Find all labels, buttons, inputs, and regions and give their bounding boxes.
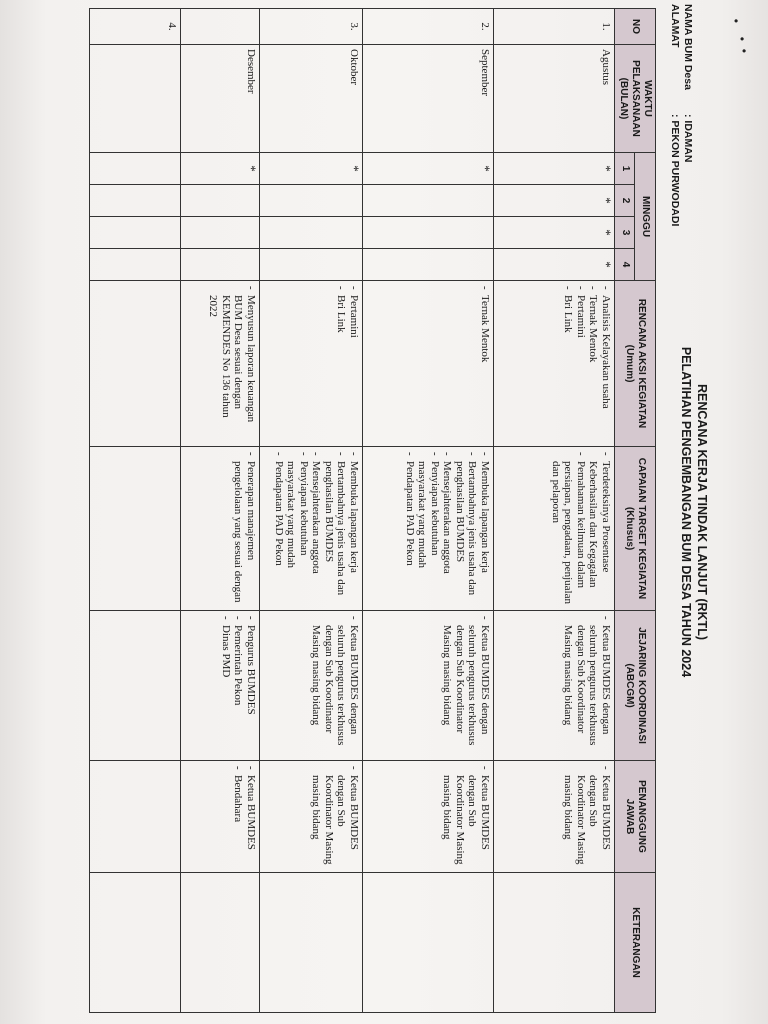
meta-value: : PEKON PURWODADI bbox=[669, 114, 681, 227]
week-mark bbox=[181, 217, 260, 249]
list-item: - Bertambahnya jenis usaha dan penghasilan BUMDES bbox=[323, 461, 348, 606]
keterangan-cell bbox=[494, 873, 615, 1013]
list-item: - Bri Link bbox=[335, 295, 348, 442]
keterangan-cell bbox=[363, 873, 494, 1013]
penanggung-cell-list bbox=[232, 765, 257, 868]
penanggung-cell bbox=[181, 761, 260, 873]
week-mark bbox=[363, 217, 494, 249]
header-no: NO bbox=[615, 9, 656, 45]
list-item: - Penyiapan kebutuhan masyarakat yang mudah bbox=[285, 461, 310, 606]
rencana-cell bbox=[181, 281, 260, 447]
document-title: RENCANA KERJA TINDAK LANJUT (RKTL) bbox=[695, 383, 709, 640]
row-month: September bbox=[363, 45, 494, 153]
capaian-cell bbox=[494, 447, 615, 611]
week-mark bbox=[181, 185, 260, 217]
week-mark bbox=[181, 249, 260, 281]
penanggung-cell bbox=[260, 761, 363, 873]
week-mark bbox=[90, 217, 181, 249]
rencana-cell bbox=[363, 281, 494, 447]
jejaring-cell bbox=[260, 611, 363, 761]
week-mark bbox=[260, 249, 363, 281]
capaian-cell bbox=[90, 447, 181, 611]
list-item: - Mensejahterakan anggota bbox=[310, 461, 323, 606]
week-mark: * bbox=[494, 217, 615, 249]
table-row bbox=[494, 9, 615, 1013]
jejaring-cell-list bbox=[441, 615, 491, 756]
rencana-cell bbox=[260, 281, 363, 447]
header-week: 3 bbox=[615, 217, 636, 249]
meta-label: NAMA BUM Desa bbox=[682, 4, 694, 90]
row-number: 3. bbox=[260, 9, 363, 45]
penanggung-cell-list bbox=[310, 765, 360, 868]
capaian-cell bbox=[260, 447, 363, 611]
header-capaian: CAPAIAN TARGET KEGIATAN (Khusus) bbox=[615, 447, 656, 611]
list-item: - Analisis Kelayakan usaha bbox=[600, 295, 613, 442]
row-month bbox=[90, 45, 181, 153]
jejaring-cell-list bbox=[220, 615, 258, 756]
header-penanggung: PENANGGUNG JAWAB bbox=[615, 761, 656, 873]
list-item: - Mensejahterakan anggota bbox=[441, 461, 454, 606]
row-number bbox=[181, 9, 260, 45]
row-number: 1. bbox=[494, 9, 615, 45]
penanggung-cell-list bbox=[441, 765, 491, 868]
penanggung-cell bbox=[494, 761, 615, 873]
list-item: - Ternak Mentok bbox=[479, 295, 492, 442]
week-mark bbox=[90, 153, 181, 185]
list-item: - Ternak Mentok bbox=[587, 295, 600, 442]
row-number: 4. bbox=[90, 9, 181, 45]
scan-mark: • bbox=[740, 32, 745, 46]
week-mark bbox=[260, 185, 363, 217]
list-item: - Ketua BUMDES dengan Sub Koordinator Masing masing bidang bbox=[441, 775, 491, 868]
jejaring-cell bbox=[494, 611, 615, 761]
header-week: 4 bbox=[615, 249, 636, 281]
scan-mark: • bbox=[734, 14, 739, 28]
jejaring-cell bbox=[363, 611, 494, 761]
week-mark bbox=[260, 217, 363, 249]
week-mark bbox=[90, 185, 181, 217]
week-mark: * bbox=[494, 185, 615, 217]
row-month: Desember bbox=[181, 45, 260, 153]
jejaring-cell bbox=[90, 611, 181, 761]
meta-address bbox=[668, 4, 681, 226]
week-mark: * bbox=[363, 153, 494, 185]
keterangan-cell bbox=[181, 873, 260, 1013]
list-item: - Dinas PMD bbox=[220, 625, 233, 756]
rktl-table bbox=[89, 8, 656, 1013]
list-item: - Ketua BUMDES bbox=[245, 775, 258, 868]
rencana-cell bbox=[494, 281, 615, 447]
list-item: - Terdeteksinya Prosentase Keberhasilan dan Kegagalan bbox=[587, 461, 612, 606]
meta-bumdes-name bbox=[681, 4, 694, 162]
list-item: - Bertambahnya jenis usaha dan penghasilan BUMDES bbox=[454, 461, 479, 606]
meta-value: : IDAMAN bbox=[682, 114, 694, 163]
header-rencana: RENCANA AKSI KEGIATAN (Umum) bbox=[615, 281, 656, 447]
capaian-cell-list bbox=[273, 451, 361, 606]
list-item: - Ketua BUMDES dengan Sub Koordinator Masing masing bidang bbox=[310, 775, 360, 868]
penanggung-cell bbox=[363, 761, 494, 873]
capaian-cell-list bbox=[550, 451, 613, 606]
week-mark: * bbox=[494, 153, 615, 185]
list-item: - Pendapatan PAD Pekon bbox=[273, 461, 286, 606]
row-number: 2. bbox=[363, 9, 494, 45]
document-subtitle: PELATIHAN PENGEMBANGAN BUM DESA TAHUN 2024 bbox=[679, 346, 693, 678]
capaian-cell-list bbox=[232, 451, 257, 606]
list-item: - Ketua BUMDES dengan seluruh pengurus terkhusus dengan Sub Koordinator Masing masing bidang bbox=[562, 625, 612, 756]
header-week: 1 bbox=[615, 153, 636, 185]
list-item: - Bri Link bbox=[562, 295, 575, 442]
list-item: - Bendahara bbox=[232, 775, 245, 868]
scan-mark: • bbox=[742, 44, 747, 58]
keterangan-cell bbox=[260, 873, 363, 1013]
list-item: - Membuka lapangan kerja bbox=[348, 461, 361, 606]
capaian-cell-list bbox=[404, 451, 492, 606]
header-jejaring: JEJARING KOORDINASI (ABCGM) bbox=[615, 611, 656, 761]
week-mark bbox=[90, 249, 181, 281]
penanggung-cell-list bbox=[562, 765, 612, 868]
capaian-cell bbox=[181, 447, 260, 611]
keterangan-cell bbox=[90, 873, 181, 1013]
table-body bbox=[90, 9, 615, 1013]
header-waktu: WAKTU PELAKSANAAN (BULAN) bbox=[615, 45, 656, 153]
jejaring-cell-list bbox=[562, 615, 612, 756]
week-mark: * bbox=[260, 153, 363, 185]
meta-label: ALAMAT bbox=[669, 4, 681, 48]
table-row bbox=[260, 9, 363, 1013]
list-item: - Pertamini bbox=[575, 295, 588, 442]
jejaring-cell-list bbox=[310, 615, 360, 756]
list-item: - Ketua BUMDES dengan seluruh pengurus terkhusus dengan Sub Koordinator Masing masing bidang bbox=[441, 625, 491, 756]
penanggung-cell bbox=[90, 761, 181, 873]
week-mark: * bbox=[494, 249, 615, 281]
jejaring-cell bbox=[181, 611, 260, 761]
week-mark: * bbox=[181, 153, 260, 185]
rencana-cell-list bbox=[207, 285, 257, 442]
list-item: - Menyusun laporan keuangan BUM Desa sesuai dengan KEMENDES No 136 tahun 2022 bbox=[207, 295, 257, 442]
header-row bbox=[635, 9, 656, 1013]
row-month: Oktober bbox=[260, 45, 363, 153]
list-item: - Ketua BUMDES dengan seluruh pengurus terkhusus dengan Sub Koordinator Masing masing bidang bbox=[310, 625, 360, 756]
list-item: - Pengurus BUMDES bbox=[245, 625, 258, 756]
capaian-cell bbox=[363, 447, 494, 611]
table-row bbox=[90, 9, 181, 1013]
header-minggu: MINGGU bbox=[635, 153, 656, 281]
list-item: - Penyiapan kebutuhan masyarakat yang mudah bbox=[416, 461, 441, 606]
week-mark bbox=[363, 185, 494, 217]
rencana-cell bbox=[90, 281, 181, 447]
header-week: 2 bbox=[615, 185, 636, 217]
table-row bbox=[181, 9, 260, 1013]
row-month: Agustus bbox=[494, 45, 615, 153]
rencana-cell-list bbox=[335, 285, 360, 442]
list-item: - Pemerintah Pekon bbox=[232, 625, 245, 756]
rencana-cell-list bbox=[479, 285, 492, 442]
rencana-cell-list bbox=[562, 285, 612, 442]
list-item: - Pemahaman keilmuan dalam persiapan, pengadaan, penjualan dan pelaporan bbox=[550, 461, 588, 606]
header-keterangan: KETERANGAN bbox=[615, 873, 656, 1013]
list-item: - Pertamini bbox=[348, 295, 361, 442]
table-row bbox=[363, 9, 494, 1013]
list-item: - Penerapan manajemen pengelolaan yang sesuai dengan bbox=[232, 461, 257, 606]
list-item: - Membuka lapangan kerja bbox=[479, 461, 492, 606]
list-item: - Pendapatan PAD Pekon bbox=[404, 461, 417, 606]
list-item: - Ketua BUMDES dengan Sub Koordinator Masing masing bidang bbox=[562, 775, 612, 868]
week-mark bbox=[363, 249, 494, 281]
